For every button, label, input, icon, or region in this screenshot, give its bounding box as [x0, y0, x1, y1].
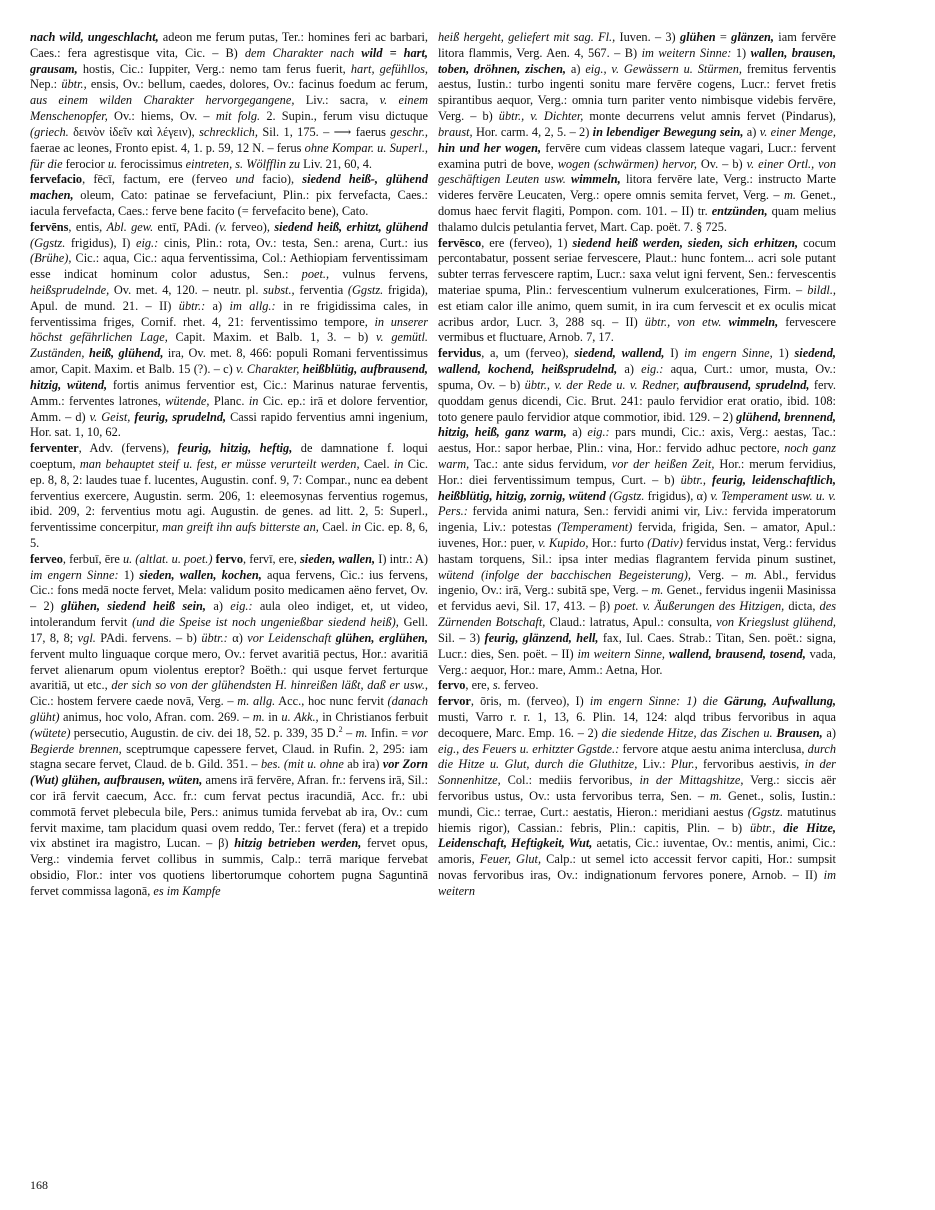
entry-text-segment: Cic. ep.: irā et dolore ferventior, Amm. – d): [30, 393, 428, 424]
entry-text-segment: Genet., domus haec fervit flagiti, Pompon. com. 101. – II) tr.: [438, 188, 836, 218]
entry-text-segment: wogen (schwärmen) hervor,: [557, 156, 697, 171]
entry-text-segment: frigida), Apul. de mund. 21. – II): [30, 283, 428, 313]
entry-text-segment: m.: [710, 789, 723, 803]
entry-text-segment: –: [342, 725, 356, 740]
entry-text-segment: Liv.:: [637, 757, 671, 772]
entry-text-segment: wimmeln,: [728, 314, 779, 329]
entry-text-segment: mit folg.: [215, 109, 261, 124]
entry-text-segment: in unserer höchst gefährlichen Lage,: [30, 314, 428, 345]
entry-text-segment: eig.:: [135, 235, 159, 250]
entry-text-segment: (Ggstz.: [347, 283, 384, 297]
entry-text-segment: in re frigidissima cales, in ferventissima friges, Cornif. rhet. 4, 21: ferventissimo tempore,: [30, 298, 428, 329]
entry-headword: fervor: [438, 694, 471, 709]
entry-text-segment: fervescere vermibus et fluctuare, Arnob. 7, 17.: [438, 314, 836, 345]
entry-text-segment: der sich so von der glühendsten H. hinreißen läßt, daß er usw.,: [111, 678, 428, 693]
entry-text-segment: animus, hoc volo, Afran. com. 269. –: [59, 709, 253, 724]
entry-text-segment: m.: [783, 188, 796, 203]
entry-text-segment: schrecklich,: [199, 124, 258, 139]
entry-text-segment: es im Kampfe: [153, 883, 221, 898]
entry-text-segment: fervent multo linguaque corque mero, Ov.: fervet avaritiā pectus, Hor.: avaritiā fervet alienarum opum violentus ereptor? Boëth.: qui usque fervet ferturque avaritiā, ut etc.,: [30, 646, 428, 693]
entry-text-segment: amens irā fervēre, Afran. fr.: fervens irā, Sil.: cor irā fervit caecum, Acc. fr.: cum fervat pectus iracundiā, Acc. fr.: ubi commotā fervet plebecula bile, Pers.: animus tumida fervebat ab ira, Ov.: cum fervit maxime, tam placidum quasi ovem reddo, Ter.: fervet (fera) et a trepido vix abstinet ira magistro, Lucan. – β): [30, 773, 428, 851]
entry-text-segment: poet.,: [301, 267, 330, 282]
entry-text-segment: vor Leidenschaft: [247, 630, 332, 645]
entry-text-segment: (Dativ): [647, 536, 683, 550]
entry-text-segment: a): [566, 425, 588, 440]
entry-headword: ferventer: [30, 441, 79, 456]
entry-text-segment: Ov. met. 4, 120. – neutr. pl.: [109, 283, 264, 297]
entry-text-segment: hitzig betrieben werden,: [234, 836, 362, 851]
entry-text-segment: u.: [107, 156, 118, 171]
entry-text-segment: geschr.,: [390, 124, 428, 139]
entry-text-segment: Sil. – 3): [438, 630, 485, 645]
entry-text-segment: Verg.: siccis aër fervoribus ustus, Ov.: usta fervoribus terra, Sen. –: [438, 773, 836, 803]
entry-text-segment: hin und her wogen,: [438, 140, 542, 155]
entry-text-segment: noch ganz warm,: [438, 441, 836, 471]
entry-text-segment: ferv. quoddam genus dicendi, Cic. Brut. 241: paulo fervidior erat oratio, ibid. 108: toto genere paulo fervidior atque commotior, ibid. 129. – 2): [438, 377, 836, 424]
entry-text-segment: cocum percontabatur, possent seriae fervescere, Plaut.: hunc fontem... acri sole putant subter terras fervescere raptim, Lucr.: saxa velut igni fervent, Sen.: fervescentis materiae spuma, Plin.: fervescentium vulnerum exulcerationes, Firm. –: [438, 235, 836, 297]
page-number: 168: [30, 1178, 48, 1192]
entry-text-segment: ohne Kompar. u. Superl., für die: [30, 140, 428, 171]
entry-text-segment: Abl. gew.: [106, 219, 154, 234]
entry-text-segment: übtr.,: [680, 472, 707, 487]
entry-text-segment: v. einer Menge,: [759, 124, 836, 139]
entry-text-segment: de damnatione f. loqui coeptum,: [30, 441, 428, 471]
entry-text-segment: ferocior: [62, 156, 108, 171]
entry-headword: fervēsco: [438, 235, 482, 250]
entry-text-segment: von Kriegslust glühend,: [716, 615, 836, 630]
entry-text-segment: im weitern Sinne:: [641, 45, 732, 60]
entry-text-segment: frigidus), I): [65, 235, 136, 250]
entry-text-segment: frigidus), α): [644, 488, 711, 503]
entry-text-segment: Genet., fervidus ingenii Masinissa et fervidus aevi, Sil. 17, 413. – β): [438, 583, 836, 614]
entry-text-segment: m. allg.: [237, 694, 276, 709]
entry-text-segment: wild, ungeschlacht,: [59, 30, 159, 44]
entry-text-segment: Cic.: hostem fervere caede novā, Verg. –: [30, 694, 238, 709]
entry-text-segment: eig., des Feuers u. erhitzter Ggstde.:: [438, 741, 620, 756]
entry-text-segment: Cic. ep. 8, 8, 2: laudes tuae f. lucentes, Augustin. conf. 9, 7: Compar., nunc ea debent ferventius exercere, Augustin. serm. 206, 1: eleemosynas ferventius rogemus, ibid. 209, 2: ferventius motu agi. Augustin. de genes. ad litt. 2, 5: Superl., ferventissime concerpitur,: [30, 456, 428, 535]
entry-text-segment: feurig, sprudelnd,: [134, 409, 227, 424]
entry-text-segment: siedend heiß-, glühend machen,: [30, 172, 428, 203]
dictionary-entry-fervor: [438, 694, 836, 900]
entry-text-segment: , Adv. (fervens),: [78, 441, 178, 456]
entry-text-segment: entzünden,: [711, 203, 768, 218]
entry-text-segment: monte decurrens velut amnis fervet (Pindarus),: [583, 109, 836, 124]
entry-text-segment: , ere,: [465, 678, 493, 693]
entry-text-segment: Cic.: aqua, Cic.: aqua ferventissima, Col.: Aethiopiam ferventissimam esse indicat hominum color adustus, Sen.:: [30, 251, 428, 282]
entry-text-segment: aula oleo indiget, et, ut video, intolerandum fervit: [30, 599, 428, 630]
entry-text-segment: eig.:: [587, 425, 610, 440]
entry-text-segment: vgl.: [77, 630, 96, 645]
entry-text-segment: m.: [355, 725, 368, 740]
entry-text-segment: Brausen,: [776, 725, 823, 740]
entry-text-segment: man behauptet steif u. fest, er müsse verurteilt werden,: [79, 456, 360, 471]
entry-text-segment: ferveo),: [226, 219, 275, 234]
entry-text-segment: δεινὸν ἰδεῖν καὶ λέγειν),: [68, 124, 200, 139]
entry-text-segment: Cael.: [318, 520, 352, 535]
right-column: [438, 30, 836, 1190]
entry-text-segment: dem Charakter nach: [244, 45, 362, 60]
entry-text-segment: poet. v. Äußerungen des Hitzigen,: [614, 599, 785, 614]
entry-text-segment: in lebendiger Bewegung sein,: [592, 124, 744, 139]
entry-text-segment: (wütete): [30, 725, 71, 740]
entry-text-segment: v. Temperament usw. u. v. Pers.:: [438, 488, 836, 519]
entry-text-segment: Acc., hoc nunc fervit: [275, 694, 388, 709]
entry-text-segment: s.: [492, 678, 501, 693]
entry-text-segment: 1): [118, 567, 140, 582]
entry-text-segment: =: [715, 30, 732, 44]
entry-text-segment: bildl.,: [807, 283, 836, 297]
dictionary-entry-ferventer: [30, 441, 428, 552]
entry-text-segment: heißsprudelnde,: [30, 283, 110, 297]
entry-text-segment: a): [206, 599, 231, 614]
entry-text-segment: iam fervēre litora flammis, Verg. Aen. 4, 567. – B): [438, 30, 836, 60]
entry-text-segment: Ov. – b): [696, 156, 747, 171]
entry-text-segment: Hor.: furto: [588, 536, 648, 550]
entry-text-segment: Sil. 1, 175. – ⟶ faerus: [257, 124, 391, 139]
entry-text-segment: sieden, wallen, kochen,: [139, 567, 262, 582]
entry-text-segment: fervoribus aestivis,: [697, 757, 805, 772]
entry-text-segment: im allg.:: [229, 298, 276, 313]
entry-text-segment: a): [566, 61, 586, 76]
entry-text-segment: matutinus hiemis rigor), Cassian.: febris, Plin.: capitis, Plin. – b): [438, 804, 836, 835]
entry-text-segment: im weitern Sinne,: [577, 646, 666, 661]
entry-text-segment: fervo: [215, 551, 244, 566]
dictionary-entry-cont-ferveo: [438, 30, 836, 236]
dictionary-entry-cont-ferus: [30, 30, 428, 172]
entry-text-segment: des Zürnenden Botschaft,: [438, 599, 836, 630]
entry-text-segment: (und die Speise ist noch ungenießbar siedend heiß),: [132, 615, 399, 630]
entry-text-segment: aufbrausend, sprudelnd,: [683, 377, 810, 392]
entry-text-segment: bes. (mit u. ohne: [261, 757, 344, 772]
entry-text-segment: in der Mittagshitze,: [639, 773, 744, 788]
entry-text-segment: eig.:: [641, 362, 664, 377]
entry-text-segment: Abl., fervidus ingenio, Ov.: irā, Verg.: subitā spe, Verg. –: [438, 567, 836, 598]
entry-text-segment: , ferbuī, ēre: [62, 551, 123, 566]
entry-text-segment: übtr., von etw.: [644, 314, 722, 329]
entry-text-segment: dicta,: [784, 599, 820, 614]
entry-text-segment: eig., v. Gewässern u. Stürmen,: [585, 61, 742, 76]
entry-text-segment: v. Geist,: [89, 409, 131, 424]
entry-text-segment: musti, Varro r. r. 1, 13, 6. Plin. 14, 124: alqd tribus fervoribus in aqua decoquere, Marc. Emp. 16. – 2): [438, 709, 836, 740]
entry-text-segment: , entis,: [68, 219, 107, 234]
entry-text-segment: in: [351, 520, 361, 535]
entry-text-segment: glühen: [679, 30, 716, 44]
entry-text-segment: , ōris, m. (ferveo), I): [470, 694, 590, 709]
entry-text-segment: (Ggstz.: [30, 235, 66, 250]
entry-text-segment: wimmeln,: [571, 172, 621, 187]
entry-headword: ferveo: [30, 551, 63, 566]
entry-text-segment: (danach glüht): [30, 694, 428, 724]
entry-text-segment: fervet opus, Verg.: vindemia fervet collibus in summis, Calp.: terrā marique fervebat obsidio, Flor.: inter vos quotiens libertorumque cohortem pugna Saguntinā fervet commissa lagonā,: [30, 836, 428, 898]
entry-text-segment: (griech.: [30, 124, 69, 139]
entry-headword: fervidus: [438, 346, 482, 361]
entry-text-segment: in: [264, 709, 282, 724]
entry-text-segment: aqua fervens, Cic.: ius fervens, Cic.: fons medā nocte fervet, Mela: validum posito medicamen aëno fervet, Ov. – 2): [30, 567, 428, 614]
entry-text-segment: Genet., solis, Iustin.: mundi, Cic.: terrae, Curt.: aestatis, Hieron.: meridiani aestus: [438, 789, 836, 819]
entry-text-segment: I) intr.: A): [375, 551, 428, 566]
entry-text-segment: im weitern: [438, 868, 836, 898]
entry-text-segment: fervida animi natura, Sen.: fervidi animi vir, Liv.: fervida imperatorum ingenia, Liv.: potestas: [438, 504, 836, 535]
entry-text-segment: glühen, siedend heiß sein,: [61, 599, 206, 614]
entry-text-segment: fremitus ferventis aestus, Iustin.: turbo ingenti sonitu mare fervēre cogens, Lucr.: fervet fretis spirantibus aequor, Verg.: omnia turn pariter vento nimbisque videbis fervēre, Verg. – b): [438, 61, 836, 124]
entry-text-segment: im engern Sinne: 1) die: [589, 694, 718, 709]
entry-text-segment: ferventia: [294, 283, 348, 297]
entry-text-segment: ensis, Ov.: bellum, caedes, dolores, Ov.: facinus foedum ac ferum,: [86, 77, 428, 92]
entry-text-segment: (Ggstz.: [747, 804, 784, 819]
entry-text-segment: Infin. =: [367, 725, 412, 740]
entry-text-segment: Feuer, Glut,: [479, 852, 542, 867]
entry-text-segment: Iuven. – 3): [615, 30, 680, 44]
entry-text-segment: Liv. 21, 60, 4.: [300, 156, 372, 171]
entry-text-segment: m.: [252, 709, 265, 724]
entry-text-segment: Cic. ep. 8, 6, 5.: [30, 520, 428, 550]
entry-text-segment: , fervī, ere,: [243, 551, 300, 566]
entry-text-segment: (Wut) glühen, aufbrausen, wüten,: [30, 773, 203, 788]
entry-text-segment: feurig, hitzig, heftig,: [177, 441, 293, 456]
entry-text-segment: durch die Hitze u. Glut, durch die Gluthitze,: [438, 741, 836, 772]
entry-text-segment: m.: [744, 567, 757, 582]
entry-text-segment: in der Sonnenhitze,: [438, 757, 836, 788]
entry-text-segment: Gärung, Aufwallung,: [724, 694, 836, 709]
entry-text-segment: siedend heiß, erhitzt, glühend: [274, 219, 428, 234]
entry-text-segment: fervēre cum videas classem lateque vagari, Lucr.: fervent examina putri de bove,: [438, 140, 836, 171]
entry-text-segment: die siedende Hitze, das Zischen u.: [601, 725, 773, 740]
entry-text-segment: Calp.: ut semel icto accessit fervor capiti, Hor.: sumpsit novas fervoribus iras, Ov.: indignationum fervores ponere, Arnob. – II): [438, 852, 836, 883]
entry-text-segment: Planc.: [209, 393, 249, 408]
entry-text-segment: α): [227, 630, 248, 645]
entry-text-segment: quam melius thalamo dulcis petulantia fervet, Mart. Cap. poët. 7. § 725.: [438, 203, 836, 234]
entry-text-segment: wild = hart, grausam,: [30, 45, 428, 76]
dictionary-entry-fervens: [30, 220, 428, 441]
entry-text-segment: in Christianos ferbuit: [318, 709, 428, 724]
entry-text-segment: m.: [651, 583, 664, 598]
entry-text-segment: fervidus instat, Verg.: fervidus hastam torquens, Sil.: ipsa inter medias flagrantem fervida pinum sustinet,: [438, 536, 836, 566]
entry-text-segment: v. gemütl. Zuständen,: [30, 330, 428, 361]
entry-text-segment: entī, PAdi.: [153, 219, 216, 234]
entry-text-segment: glänzen,: [731, 30, 775, 44]
entry-text-segment: Cassi rapido ferventius amni ingenium, Hor. sat. 1, 10, 62.: [30, 409, 428, 440]
entry-text-segment: und: [235, 172, 255, 187]
entry-text-segment: nach: [30, 30, 60, 44]
entry-text-segment: hostis, Cic.: Iuppiter, Verg.: nemo tam ferus fuerit,: [77, 61, 351, 76]
entry-text-segment: adeon me ferum putas, Ter.: homines feri ac barbari, Caes.: fera agrestisque vita, Cic. – B): [30, 30, 428, 60]
entry-text-segment: im engern Sinne,: [684, 346, 773, 361]
entry-text-segment: persecutio, Augustin. de civ. dei 18, 52. p. 339, 35 D.: [70, 725, 339, 740]
entry-text-segment: fervida, frigida, Sen. – amator, Apul.: iuvenes, Hor.: puer,: [438, 520, 836, 550]
entry-text-segment: Tac.: ante sidus fervidum,: [469, 456, 612, 471]
entry-text-segment: Claud.: latratus, Apul.: consulta,: [545, 615, 717, 630]
entry-text-segment: a): [822, 725, 836, 740]
dictionary-entry-ferveo: [30, 552, 428, 900]
entry-text-segment: übtr., v. Dichter,: [498, 109, 584, 124]
entry-text-segment: sieden, wallen,: [300, 551, 376, 566]
entry-text-segment: heißblütig, aufbrausend, hitzig, wütend,: [30, 362, 428, 392]
entry-text-segment: subst.,: [263, 283, 295, 297]
entry-text-segment: vor Zorn: [382, 757, 428, 772]
entry-text-segment: vor der heißen Zeit,: [611, 456, 715, 471]
entry-text-segment: v. Charakter,: [236, 362, 300, 377]
entry-text-segment: siedend, wallend,: [574, 346, 665, 361]
entry-text-segment: (Temperament): [557, 520, 633, 535]
entry-text-segment: a): [617, 362, 642, 377]
entry-text-segment: cinis, Plin.: rota, Ov.: testa, Sen.: arena, Curt.: ius: [158, 235, 428, 250]
entry-text-segment: aqua, Curt.: umor, musta, Ov.: spuma, Ov. – b): [438, 362, 836, 392]
entry-text-segment: übtr.,: [750, 820, 776, 835]
entry-text-segment: (v.: [215, 219, 227, 234]
entry-text-segment: PAdi. fervens. – b): [95, 630, 202, 645]
entry-text-segment: übtr.:: [201, 630, 228, 645]
entry-text-segment: glühend, brennend, hitzig, heiß, ganz warm,: [438, 409, 836, 440]
entry-text-segment: Col.: mediis fervoribus,: [500, 773, 640, 788]
entry-text-segment: est etiam calor ille animo, quem sumit, in ira cum fervescit et ex oculis micat acribus ardor, Lucr. 3, 288 sq. – II): [438, 298, 836, 329]
entry-text-segment: Verg. –: [690, 567, 745, 582]
dictionary-entry-fervo: [438, 678, 836, 694]
entry-text-segment: u. (altlat. u. poet.): [122, 551, 213, 566]
entry-headword: fervo: [438, 678, 466, 693]
entry-text-segment: ira, Ov. met. 8, 466: populi Romani ferventissimus amor, Capit. Maxim. et Balb. 15 (?). – c): [30, 346, 428, 377]
entry-text-segment: glühen, erglühen,: [335, 630, 428, 645]
entry-text-segment: (Ggstz.: [609, 488, 645, 503]
entry-text-segment: Capit. Maxim. et Balb. 1, 3. – b): [167, 330, 376, 345]
dictionary-entry-fervidus: [438, 346, 836, 678]
entry-text-segment: übtr.:: [178, 298, 206, 313]
entry-text-segment: Hor. carm. 4, 2, 5. – 2): [472, 124, 593, 139]
entry-text-segment: man greift ihn aufs bitterste an,: [162, 520, 319, 535]
entry-text-segment: feurig, glänzend, hell,: [484, 630, 599, 645]
entry-text-segment: Cael.: [359, 456, 394, 471]
entry-text-segment: eig.:: [230, 599, 253, 614]
entry-text-segment: braust,: [438, 124, 473, 139]
entry-text-segment: siedend, wallend, kochend, heißsprudelnd,: [438, 346, 836, 377]
left-column: [30, 30, 428, 1190]
entry-text-segment: in: [248, 393, 259, 408]
entry-text-segment: wütend (infolge der bacchischen Begeisterung),: [438, 567, 691, 582]
entry-text-segment: feurig, leidenschaftlich, heißblütig, hitzig, zornig, wütend: [438, 472, 836, 503]
entry-text-segment: aus einem wilden Charakter hervorgegangene,: [30, 93, 295, 108]
entry-text-segment: Gell. 17, 8, 8;: [30, 615, 428, 645]
entry-text-segment: litora fervēre late, Verg.: instructo Marte videres fervēre Leucaten, Verg.: opere omnis semita fervet, Verg. –: [438, 172, 836, 203]
entry-text-segment: vada, Verg.: aequor, Hor.: mare, Amm.: Aetna, Hor.: [438, 646, 836, 677]
entry-text-segment: übtr., v. der Rede u. v. Redner,: [524, 377, 680, 392]
entry-text-segment: fervore atque aestu anima interclusa,: [619, 741, 808, 756]
entry-text-segment: Hor.: merum fervidius, Hor.: diei ferventissimum tempus, Curt. – b): [438, 456, 836, 487]
entry-text-segment: heiß hergeht, geliefert mit sag. Fl.,: [438, 30, 616, 44]
entry-text-segment: a): [743, 124, 760, 139]
entry-headword: fervēns: [30, 219, 69, 234]
entry-text-segment: 1): [731, 45, 751, 60]
entry-text-segment: ab ira): [343, 757, 383, 772]
entry-text-segment: übtr.,: [61, 77, 87, 92]
entry-text-segment: (Brühe),: [30, 251, 72, 266]
entry-text-segment: faerae ac leones, Fronto epist. 4, 1. p. 59, 12 N. – ferus: [30, 140, 305, 155]
entry-text-segment: Nep.:: [30, 77, 62, 92]
entry-text-segment: heiß, glühend,: [89, 346, 164, 361]
entry-text-segment: wütende,: [165, 393, 210, 408]
entry-text-segment: ferocissimus: [117, 156, 186, 171]
dictionary-entry-fervefacio: [30, 172, 428, 219]
entry-text-segment: fortis animus ferventior est, Cic.: Marinus naturae ferventis, Amm.: ferventes latrones,: [30, 377, 428, 408]
entry-headword: fervefacio: [30, 172, 83, 187]
entry-text-segment: im engern Sinne:: [30, 567, 119, 582]
entry-text-segment: Liv.: sacra,: [294, 93, 380, 108]
entry-text-segment: v. einem Menschenopfer,: [30, 93, 428, 124]
entry-text-segment: die Hitze, Leidenschaft, Heftigkeit, Wut,: [438, 820, 836, 851]
entry-text-segment: 2: [338, 724, 343, 734]
entry-text-segment: aetatis, Cic.: iuventae, Ov.: mentis, animi, Cic.: amoris,: [438, 836, 836, 867]
entry-text-segment: v. Kupido,: [538, 536, 589, 550]
entry-text-segment: sceptrumque capessere fervet, Claud. in Rufin. 2, 295: iam stagna secare fervet, Claud. de b. Gild. 351. –: [30, 741, 428, 772]
entry-text-segment: eintreten, s. Wölfflin zu: [185, 156, 301, 171]
entry-text-segment: 2. Supin., ferum visu dictuque: [260, 109, 428, 124]
entry-text-segment: fax, Iul. Caes. Strab.: Titan, Sen. poët.: signa, Lucr.: dies, Sen. poët. – II): [438, 630, 836, 661]
entry-text-segment: u. Akk.,: [281, 709, 319, 724]
entry-text-segment: vulnus fervens,: [329, 267, 428, 282]
entry-text-segment: I): [664, 346, 685, 361]
entry-text-segment: v. einer Ortl., von geschäftigen Leuten usw.: [438, 156, 836, 187]
entry-text-segment: wallend, brausend, tosend,: [668, 646, 806, 661]
entry-text-segment: Plur.,: [670, 757, 698, 772]
entry-text-segment: vor Begierde brennen,: [30, 725, 428, 756]
entry-text-segment: in: [393, 456, 404, 471]
entry-text-segment: hart, gefühllos,: [350, 61, 428, 76]
entry-text-segment: , a, um (ferveo),: [481, 346, 575, 361]
entry-text-segment: pars mundi, Cic.: axis, Verg.: aestas, Tac.: aestus, Hor.: sapor herbae, Plin.: vina, Hor.: fervido adhuc pectore,: [438, 425, 836, 456]
entry-text-segment: Ov.: hiems, Ov. –: [107, 109, 216, 124]
entry-text-segment: ferveo.: [500, 678, 539, 693]
entry-text-segment: , fēcī, factum, ere (ferveo: [82, 172, 236, 187]
entry-text-segment: facio),: [254, 172, 303, 187]
entry-text-segment: a): [205, 298, 230, 313]
entry-text-segment: , ere (ferveo), 1): [481, 235, 573, 250]
dictionary-entry-fervesco: [438, 236, 836, 347]
entry-text-segment: [721, 315, 728, 329]
entry-text-segment: siedend heiß werden, sieden, sich erhitzen,: [572, 235, 799, 250]
entry-text-segment: oleum, Cato: patinae se fervefaciunt, Plin.: pix fervefacta, Caes.: iacula fervefacta, Caes.: ferve bene facito (= fervefacito bene), Cato.: [30, 188, 428, 218]
entry-text-segment: wallen, brausen, toben, dröhnen, zischen,: [438, 45, 836, 76]
entry-text-segment: 1): [772, 346, 795, 361]
